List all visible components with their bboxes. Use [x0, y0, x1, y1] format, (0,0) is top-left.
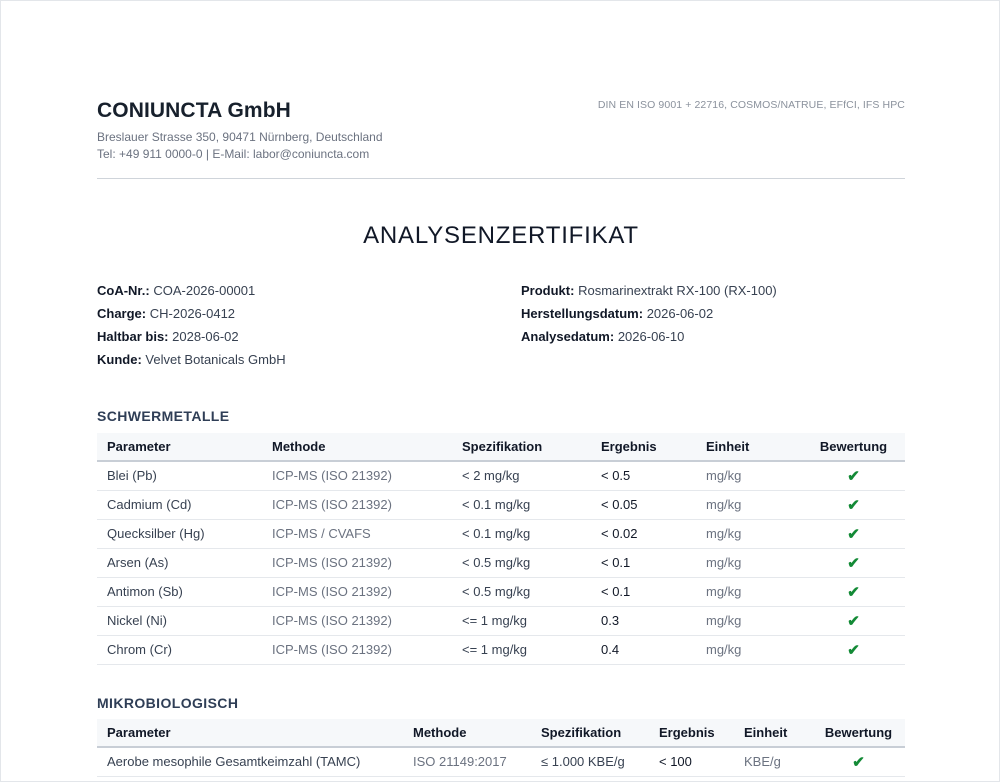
specification-cell: < 0.5 mg/kg [452, 548, 591, 577]
parameter-cell: Cadmium (Cd) [97, 490, 262, 519]
parameter-cell: Nickel (Ni) [97, 606, 262, 635]
meta-value: Rosmarinextrakt RX-100 (RX-100) [578, 283, 777, 298]
specification-cell: <= 1 mg/kg [452, 606, 591, 635]
rating-cell [802, 490, 905, 519]
section-title-microbiology: MIKROBIOLOGISCH [97, 695, 239, 711]
column-header-method: Methode [262, 433, 452, 461]
result-cell: < 100 [649, 747, 734, 776]
parameter-cell: Antimon (Sb) [97, 577, 262, 606]
column-header-rating: Bewertung [812, 719, 905, 747]
meta-label: Charge: [97, 306, 147, 321]
result-cell: < 0.05 [591, 490, 696, 519]
table-header-row [97, 433, 905, 461]
company-contact: Tel: +49 911 0000-0 | E-Mail: labor@coniuncta.com [97, 147, 370, 161]
certifications: DIN EN ISO 9001 + 22716, COSMOS/NATRUE, EFfCI, IFS HPC [597, 99, 905, 111]
heavy-metals-table [97, 433, 905, 665]
table-row [97, 635, 905, 664]
parameter-cell: Aerobe mesophile Gesamtkeimzahl (TAMC) [97, 747, 403, 776]
method-cell: ICP-MS (ISO 21392) [262, 548, 452, 577]
meta-value: COA-2026-00001 [153, 283, 256, 298]
method-cell: ICP-MS (ISO 21392) [262, 635, 452, 664]
rating-cell [802, 606, 905, 635]
check-icon: ✔ [847, 467, 860, 485]
column-header-result: Ergebnis [591, 433, 696, 461]
column-header-specification: Spezifikation [531, 719, 649, 747]
meta-value: 2026-06-10 [617, 329, 685, 344]
method-cell: ISO 21149:2017 [403, 747, 531, 776]
method-cell: ICP-MS (ISO 21392) [262, 606, 452, 635]
meta-label: Kunde: [97, 352, 142, 367]
meta-value: 2028-06-02 [172, 329, 239, 344]
column-header-parameter: Parameter [97, 433, 262, 461]
unit-cell: KBE/g [734, 747, 812, 776]
parameter-cell: Blei (Pb) [97, 461, 262, 490]
unit-cell: mg/kg [696, 519, 802, 548]
table-header-row [97, 719, 905, 747]
company-name: CONIUNCTA GmbH [97, 99, 291, 122]
parameter-cell: Chrom (Cr) [97, 635, 262, 664]
result-cell: 0.3 [591, 606, 696, 635]
meta-value: Velvet Botanicals GmbH [145, 352, 286, 367]
unit-cell: mg/kg [696, 490, 802, 519]
letterhead [97, 99, 905, 163]
check-icon: ✔ [852, 753, 865, 771]
column-header-specification: Spezifikation [452, 433, 591, 461]
rating-cell [812, 747, 905, 776]
meta-value: 2026-06-02 [646, 306, 714, 321]
table-row [97, 577, 905, 606]
result-cell: < 0.5 [591, 461, 696, 490]
unit-cell: mg/kg [696, 548, 802, 577]
result-cell: < 0.1 [591, 577, 696, 606]
meta-label: Analysedatum: [521, 329, 615, 344]
specification-cell: < 0.1 mg/kg [452, 519, 591, 548]
column-header-rating: Bewertung [802, 433, 905, 461]
meta-row-production-date [521, 305, 777, 328]
check-icon: ✔ [847, 496, 860, 514]
rating-cell [802, 635, 905, 664]
column-header-method: Methode [403, 719, 531, 747]
table-row [97, 606, 905, 635]
column-header-result: Ergebnis [649, 719, 734, 747]
microbiology-table [97, 719, 905, 777]
company-address: Breslauer Strasse 350, 90471 Nürnberg, Deutschland [97, 130, 383, 144]
table-row [97, 747, 905, 776]
check-icon: ✔ [847, 641, 860, 659]
meta-label: Produkt: [521, 283, 575, 298]
meta-row-charge [97, 305, 286, 328]
specification-cell: < 0.5 mg/kg [452, 577, 591, 606]
meta-value: CH-2026-0412 [149, 306, 236, 321]
specification-cell: < 2 mg/kg [452, 461, 591, 490]
method-cell: ICP-MS (ISO 21392) [262, 577, 452, 606]
unit-cell: mg/kg [696, 606, 802, 635]
check-icon: ✔ [847, 612, 860, 630]
column-header-unit: Einheit [696, 433, 802, 461]
method-cell: ICP-MS (ISO 21392) [262, 490, 452, 519]
unit-cell: mg/kg [696, 577, 802, 606]
parameter-cell: Quecksilber (Hg) [97, 519, 262, 548]
rating-cell [802, 461, 905, 490]
specification-cell: ≤ 1.000 KBE/g [531, 747, 649, 776]
rating-cell [802, 519, 905, 548]
table-row [97, 548, 905, 577]
meta-label: CoA-Nr.: [97, 283, 150, 298]
check-icon: ✔ [847, 583, 860, 601]
meta-right [521, 282, 777, 351]
table-row [97, 490, 905, 519]
specification-cell: < 0.1 mg/kg [452, 490, 591, 519]
section-title-heavy-metals: SCHWERMETALLE [97, 408, 230, 424]
check-icon: ✔ [847, 554, 860, 572]
method-cell: ICP-MS (ISO 21392) [262, 461, 452, 490]
column-header-unit: Einheit [734, 719, 812, 747]
table-row [97, 461, 905, 490]
meta-row-customer [97, 351, 286, 374]
specification-cell: <= 1 mg/kg [452, 635, 591, 664]
meta-row-product [521, 282, 777, 305]
table-row [97, 519, 905, 548]
company-address-block [97, 129, 905, 163]
meta-row-coa [97, 282, 286, 305]
column-header-parameter: Parameter [97, 719, 403, 747]
meta-label: Haltbar bis: [97, 329, 169, 344]
header-divider [97, 178, 905, 179]
method-cell: ICP-MS / CVAFS [262, 519, 452, 548]
check-icon: ✔ [847, 525, 860, 543]
rating-cell [802, 548, 905, 577]
result-cell: < 0.02 [591, 519, 696, 548]
unit-cell: mg/kg [696, 635, 802, 664]
result-cell: 0.4 [591, 635, 696, 664]
meta-row-analysis-date [521, 328, 777, 351]
document-title: ANALYSENZERTIFIKAT [363, 222, 639, 249]
meta-row-expiry [97, 328, 286, 351]
meta-left [97, 282, 286, 374]
meta-label: Herstellungsdatum: [521, 306, 644, 321]
parameter-cell: Arsen (As) [97, 548, 262, 577]
rating-cell [802, 577, 905, 606]
result-cell: < 0.1 [591, 548, 696, 577]
unit-cell: mg/kg [696, 461, 802, 490]
